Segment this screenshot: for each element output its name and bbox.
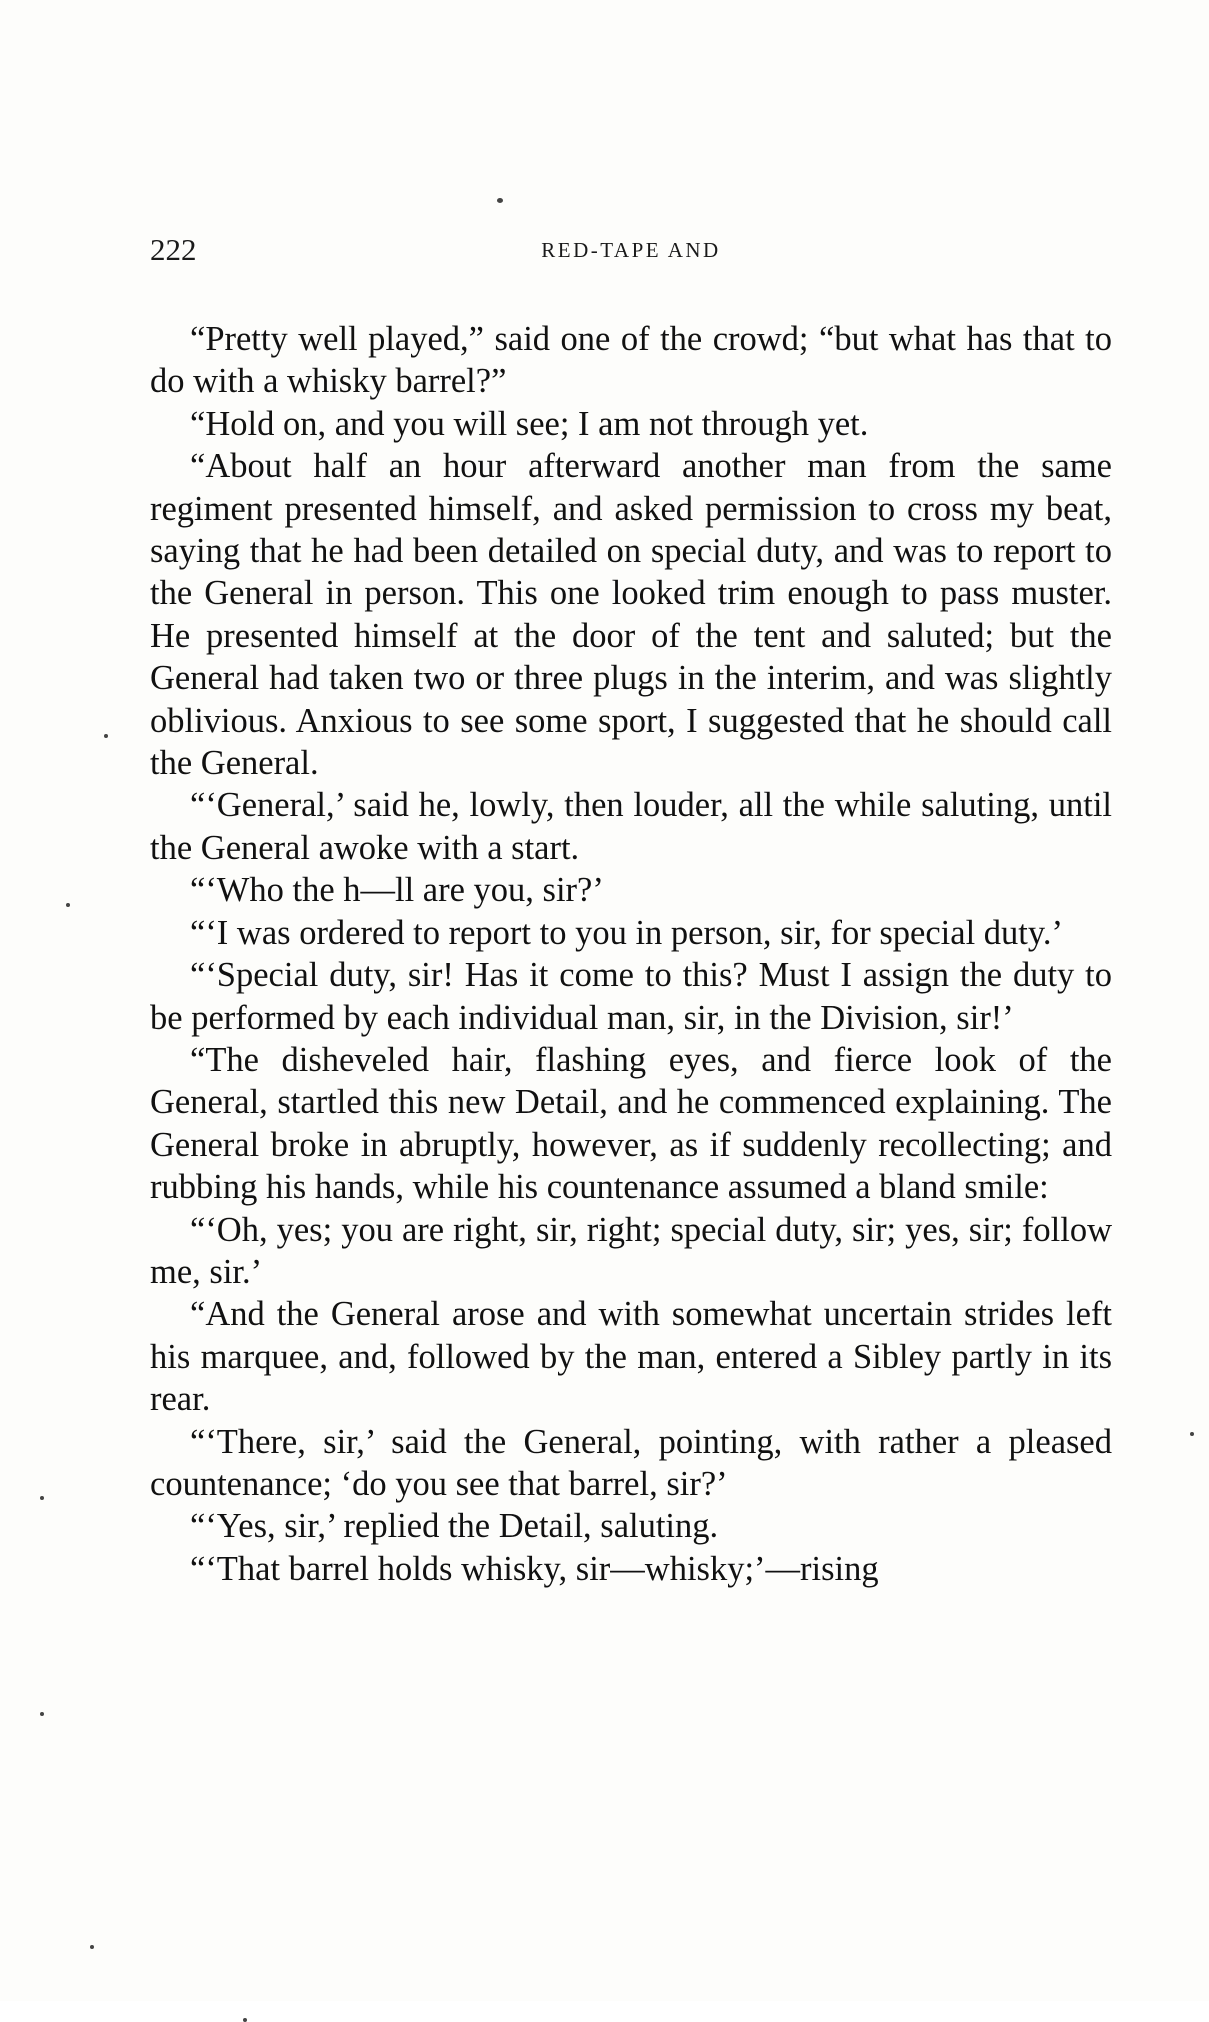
paragraph: “‘I was ordered to report to you in person, sir, for special duty.’ <box>190 913 1063 952</box>
paragraph: “And the General arose and with somewhat uncertain strides left his marquee, and, followed by the man, entered a Sibley partly in its rear. <box>150 1295 1112 1419</box>
body-text <box>150 318 1112 1590</box>
paragraph: “‘Oh, yes; you are right, sir, right; special duty, sir; yes, sir; follow me, sir.’ <box>150 1210 1112 1291</box>
page-number: 222 <box>150 232 197 267</box>
scan-speck <box>104 734 108 738</box>
page-header <box>150 232 1112 272</box>
scan-speck <box>497 198 503 203</box>
scan-speck <box>40 1496 44 1500</box>
paragraph: “‘Yes, sir,’ replied the Detail, saluting. <box>190 1507 719 1546</box>
scan-speck <box>243 2018 247 2022</box>
paragraph: “‘Who the h—ll are you, sir?’ <box>190 871 604 910</box>
running-head: RED-TAPE AND <box>541 238 721 262</box>
scan-speck <box>66 903 70 907</box>
scan-speck <box>40 1712 44 1716</box>
scan-speck <box>1190 1432 1194 1436</box>
paragraph: “‘There, sir,’ said the General, pointing, with rather a pleased countenance; ‘do you see that barrel, sir?’ <box>150 1422 1112 1503</box>
paragraph: “About half an hour afterward another man from the same regiment presented himself, and asked permission to cross my beat, saying that he had been detailed on special duty, and was to report to the General in person. This one looked trim enough to pass muster. He presented himself at the door of the tent and saluted; but the General had taken two or three plugs in the interim, and was slightly oblivious. Anxious to see some sport, I suggested that he should call the General. <box>150 447 1112 783</box>
paragraph: “Pretty well played,” said one of the crowd; “but what has that to do with a whisky barrel?” <box>150 320 1112 401</box>
paragraph: “‘That barrel holds whisky, sir—whisky;’—rising <box>190 1549 879 1588</box>
paragraph: “‘Special duty, sir! Has it come to this? Must I assign the duty to be performed by each individual man, sir, in the Division, sir!’ <box>150 956 1112 1037</box>
paragraph: “The disheveled hair, flashing eyes, and fierce look of the General, startled this new Detail, and he commenced explaining. The General broke in abruptly, however, as if suddenly recollecting; and rubbing his hands, while his countenance assumed a bland smile: <box>150 1040 1112 1207</box>
paragraph: “Hold on, and you will see; I am not through yet. <box>190 404 869 443</box>
paragraph: “‘General,’ said he, lowly, then louder, all the while saluting, until the General awoke with a start. <box>150 786 1112 867</box>
scan-speck <box>90 1945 94 1949</box>
